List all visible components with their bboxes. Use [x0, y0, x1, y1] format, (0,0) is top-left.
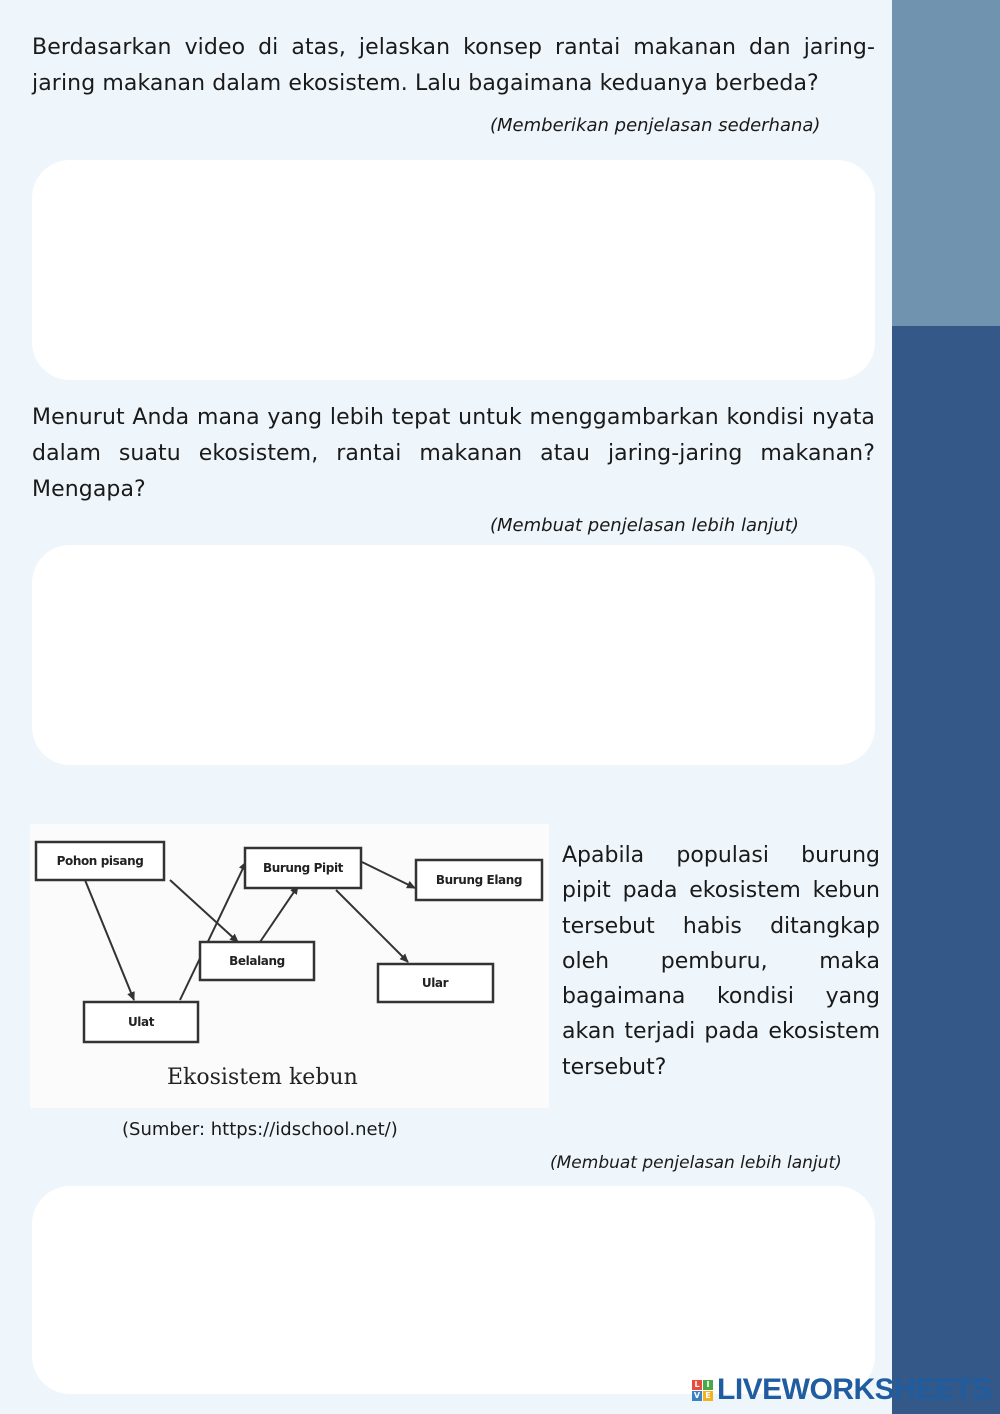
answer-box-3[interactable] — [32, 1186, 875, 1394]
question-1-hint: (Memberikan penjelasan sederhana) — [490, 115, 821, 136]
food-web-figure — [30, 824, 549, 1108]
brand-name: LIVEWORKSHEETS — [717, 1373, 992, 1406]
figure-caption: Ekosistem kebun — [167, 1065, 358, 1090]
node-burung-elang-label: Burung Elang — [435, 873, 523, 887]
logo-letter-e: E — [703, 1391, 713, 1401]
arrow-pipit-elang — [362, 862, 415, 888]
sidebar-accent-bottom — [892, 326, 1000, 1414]
question-3-hint: (Membuat penjelasan lebih lanjut) — [550, 1153, 842, 1173]
logo-letter-i: I — [703, 1380, 713, 1390]
question-3-text: Apabila populasi burung pipit pada ekosistem kebun tersebut habis ditangkap oleh pemburu, maka bagaimana kondisi yang akan terjadi pada ekosistem tersebut? — [562, 843, 880, 1080]
node-pohon-pisang — [36, 842, 164, 880]
logo-letter-v: V — [693, 1390, 701, 1400]
sidebar-accent-top — [892, 0, 1000, 326]
node-ular — [378, 964, 493, 1002]
answer-box-1[interactable] — [32, 160, 875, 380]
logo-letter-l: L — [692, 1380, 702, 1390]
node-pohon-pisang-label: Pohon pisang — [56, 854, 144, 868]
arrow-belalang-pipit — [260, 886, 298, 942]
node-belalang — [200, 942, 314, 980]
answer-box-2[interactable] — [32, 545, 875, 765]
liveworksheets-logo-icon — [692, 1380, 713, 1401]
arrow-pisang-belalang — [170, 880, 238, 942]
question-2-hint: (Membuat penjelasan lebih lanjut) — [490, 515, 799, 536]
node-belalang-label: Belalang — [229, 954, 285, 968]
food-web-diagram — [30, 824, 549, 1108]
node-ulat — [84, 1002, 198, 1042]
question-1-text: Berdasarkan video di atas, jelaskan konsep rantai makanan dan jaring-jaring makanan dalam ekosistem. Lalu bagaimana keduanya berbeda? — [32, 35, 875, 96]
question-2-text: Menurut Anda mana yang lebih tepat untuk menggambarkan kondisi nyata dalam suatu ekosistem, rantai makanan atau jaring-jaring makanan? Mengapa? — [32, 405, 875, 502]
node-burung-elang — [416, 860, 542, 900]
arrow-pipit-ular — [336, 890, 408, 962]
liveworksheets-brand — [692, 1374, 992, 1406]
node-burung-pipit — [245, 848, 361, 888]
arrow-pisang-ulat — [85, 880, 134, 1000]
node-ular-label: Ular — [421, 976, 449, 990]
node-burung-pipit-label: Burung Pipit — [262, 861, 344, 875]
node-ulat-label: Ulat — [127, 1015, 155, 1029]
figure-source: (Sumber: https://idschool.net/) — [122, 1119, 398, 1140]
